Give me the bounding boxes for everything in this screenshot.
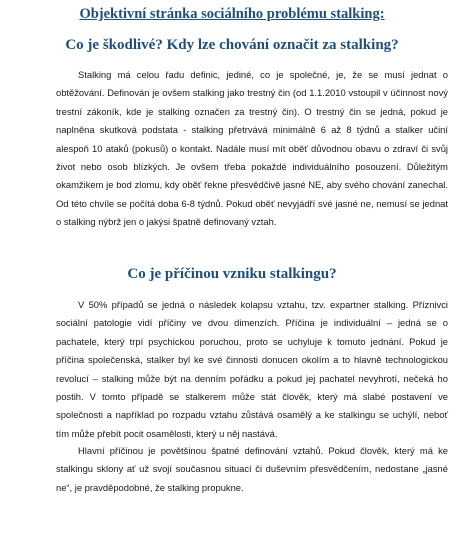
section-heading-harm: Co je škodlivé? Kdy lze chování označit za stalking? <box>65 37 399 53</box>
document-title: Objektivní stránka sociálního problému stalking: <box>79 6 385 22</box>
paragraph-definition: Stalking má celou řadu definic, jediné, co je společné, je, že se musí jednat o obtěžování. Definován je ovšem stalking jako trestný čin (od 1.1.2010 vstoupil v účinnost nový trestní zákoník, kde je stalking označen za trestný čin). O trestný čin se jedná, pokud je naplněna skutková podstata - stalking přetrvává minimálně 6 až 8 týdnů a stalker učiní alespoň 10 ataků (pokusů) o kontakt. Nadále musí mít oběť důvodnou obavu o zdraví či svůj život nebo osob blízkých. Je ovšem třeba pokaždé individuálního posouzení. Důležitým okamžikem je bod zlomu, kdy oběť řekne přesvědčivě jasné NE, aby svého chování zanechal. Od této chvíle se počítá doba 6-8 týdnů. Pokud oběť nevyjádří své jasné ne, nemusí se jednat o stalking nýbrž jen o jakýsi špatně definovaný vztah. <box>56 69 448 228</box>
paragraph-causes: V 50% případů se jedná o následek kolapsu vztahu, tzv. expartner stalking. Příznivci sociální patologie vidí příčiny ve dvou dimenzích. Příčina je individuální – jedná se o pachatele, který trpí psychickou poruchou, proto se uchyluje k tomuto jednání. Pokud je příčina společenská, stalker byl ke své činnosti donucen okolím a to hlavně technologickou revolucí – stalking může být na denním pořádku a pokud jej pachatel nevyhrotí, nečeká ho postih. V tomto případě se stalkerem může stát člověk, který má slabé postavení ve společnosti a například po rozpadu vztahu zůstává osamělý a ke stalkingu se uchýlí, neboť tím může přebít pocit osamělosti, který u něj nastává. <box>56 299 448 439</box>
paragraph-main-cause: Hlavní příčinou je povětšinou špatné definování vztahů. Pokud člověk, který má ke stalkingu sklony ať už svojí současnou situací či duševním přesvědčením, nedostane „jasné ne“, je pravděpodobné, že stalking propukne. <box>56 445 448 493</box>
section-heading-cause: Co je příčinou vzniku stalkingu? <box>127 266 337 282</box>
